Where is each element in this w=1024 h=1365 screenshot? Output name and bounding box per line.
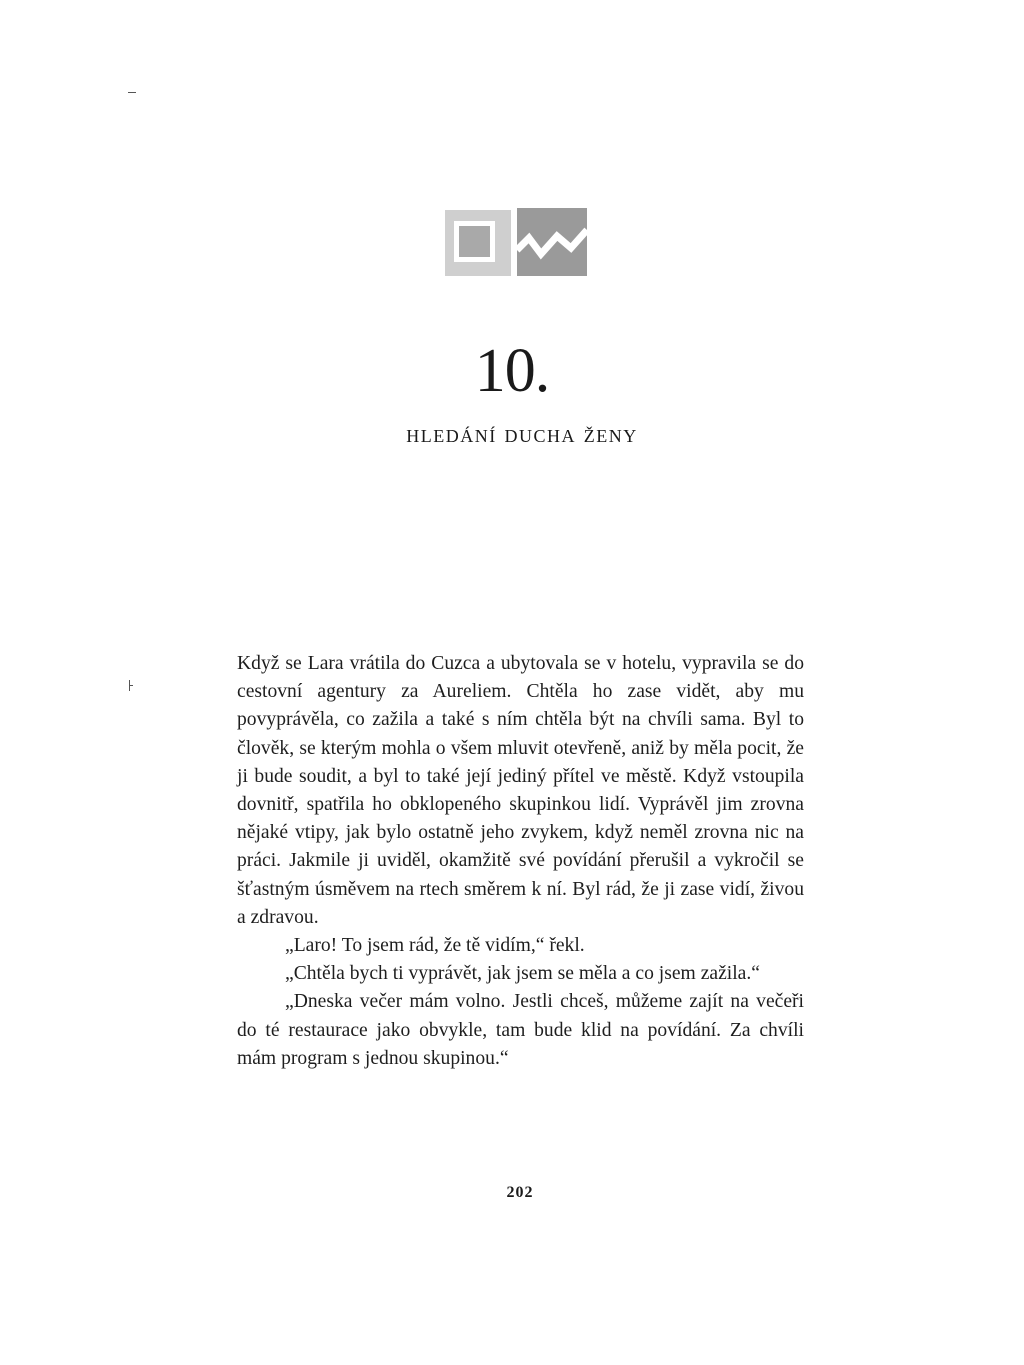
chapter-ornament-icon xyxy=(445,208,587,278)
crop-mark-middle xyxy=(129,680,130,691)
chapter-title: hledání ducha ženy xyxy=(406,421,638,448)
crop-mark-top xyxy=(128,92,136,93)
chapter-number: 10. xyxy=(474,337,550,405)
ornament-square-inner xyxy=(459,226,490,257)
paragraph: „Dneska večer mám volno. Jestli chceš, můžeme zajít na večeři do té restaurace jako obvykle, tam bude klid na povídání. Za chvíli mám program s jednou skupinou.“ xyxy=(237,991,804,1069)
paragraph: „Chtěla bych ti vyprávět, jak jsem se měla a co jsem zažila.“ xyxy=(285,963,760,985)
page-number: 202 xyxy=(506,1184,534,1201)
paragraph: „Laro! To jsem rád, že tě vidím,“ řekl. xyxy=(285,935,585,957)
chapter-body xyxy=(237,650,804,1073)
paragraph: Když se Lara vrátila do Cuzca a ubytovala se v hotelu, vypravila se do cestovní agentury za Aureliem. Chtěla ho zase vidět, aby mu povyprávěla, co zažila a také s ním chtěla být na chvíli sama. Byl to člověk, se kterým mohla o všem mluvit otevřeně, aniž by měla pocit, že ji bude soudit, a byl to také její jediný přítel ve městě. Když vstoupila dovnitř, spatřila ho obklopeného skupinkou lidí. Vyprávěl jim zrovna nějaké vtipy, jak bylo ostatně jeho zvykem, když neměl zrovna nic na práci. Jakmile ji uviděl, okamžitě své povídání přerušil a vykročil se šťastným úsměvem na rtech směrem k ní. Byl rád, že ji zase vidí, živou a zdravou. xyxy=(237,653,804,928)
